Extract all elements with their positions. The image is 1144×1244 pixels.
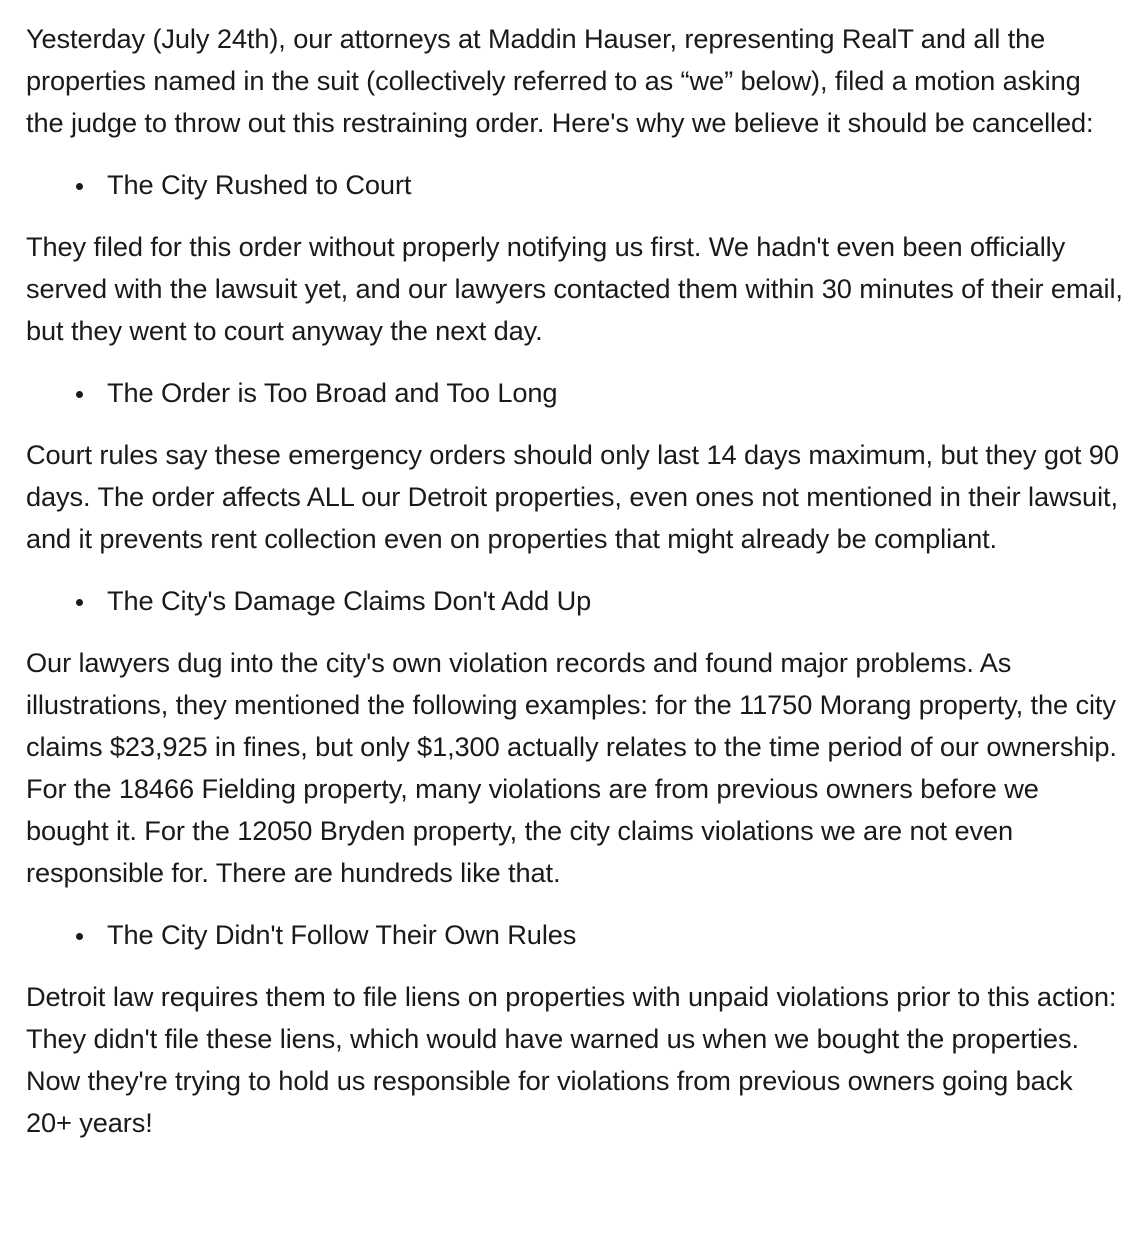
bullet-icon [76,183,83,190]
intro-paragraph: Yesterday (July 24th), our attorneys at Maddin Hauser, representing RealT and all the properties named in the suit (collectively referred to as “we” below), filed a motion asking the judge to throw out this restraining order. Here's why we believe it should be cancelled: [26,23,1094,138]
section-4-list [26,914,1124,956]
section-heading-damage-claims [26,580,1124,622]
section-heading-text: The City Rushed to Court [107,169,412,200]
bullet-icon [76,933,83,940]
section-body-own-rules: Detroit law requires them to file liens on properties with unpaid violations prior to this action: They didn't file these liens, which would have warned us when we bought the properties. Now they're trying to hold us responsible for violations from previous owners going back 20+ years! [26,981,1124,1138]
section-heading-too-broad [26,372,1124,414]
section-heading-rushed-to-court [26,164,1124,206]
section-heading-text: The Order is Too Broad and Too Long [107,377,558,408]
section-heading-text: The City's Damage Claims Don't Add Up [107,585,592,616]
section-1-list [26,164,1124,206]
section-body-damage-claims: Our lawyers dug into the city's own violation records and found major problems. As illustrations, they mentioned the following examples: for the 11750 Morang property, the city claims $23,925 in fines, but only $1,300 actually relates to the time period of our ownership. For the 18466 Fielding property, many violations are from previous owners before we bought it. For the 12050 Bryden property, the city claims violations we are not even responsible for. There are hundreds like that. [26,647,1117,888]
section-body-rushed-to-court: They filed for this order without properly notifying us first. We hadn't even been officially served with the lawsuit yet, and our lawyers contacted them within 30 minutes of their email, but they went to court anyway the next day. [26,231,1123,346]
section-2-list [26,372,1124,414]
section-body-too-broad: Court rules say these emergency orders should only last 14 days maximum, but they got 90 days. The order affects ALL our Detroit properties, even ones not mentioned in their lawsuit, and it prevents rent collection even on properties that might already be compliant. [26,439,1119,554]
section-heading-text: The City Didn't Follow Their Own Rules [107,919,577,950]
section-heading-own-rules [26,914,1124,956]
section-3-list [26,580,1124,622]
bullet-icon [76,391,83,398]
bullet-icon [76,599,83,606]
